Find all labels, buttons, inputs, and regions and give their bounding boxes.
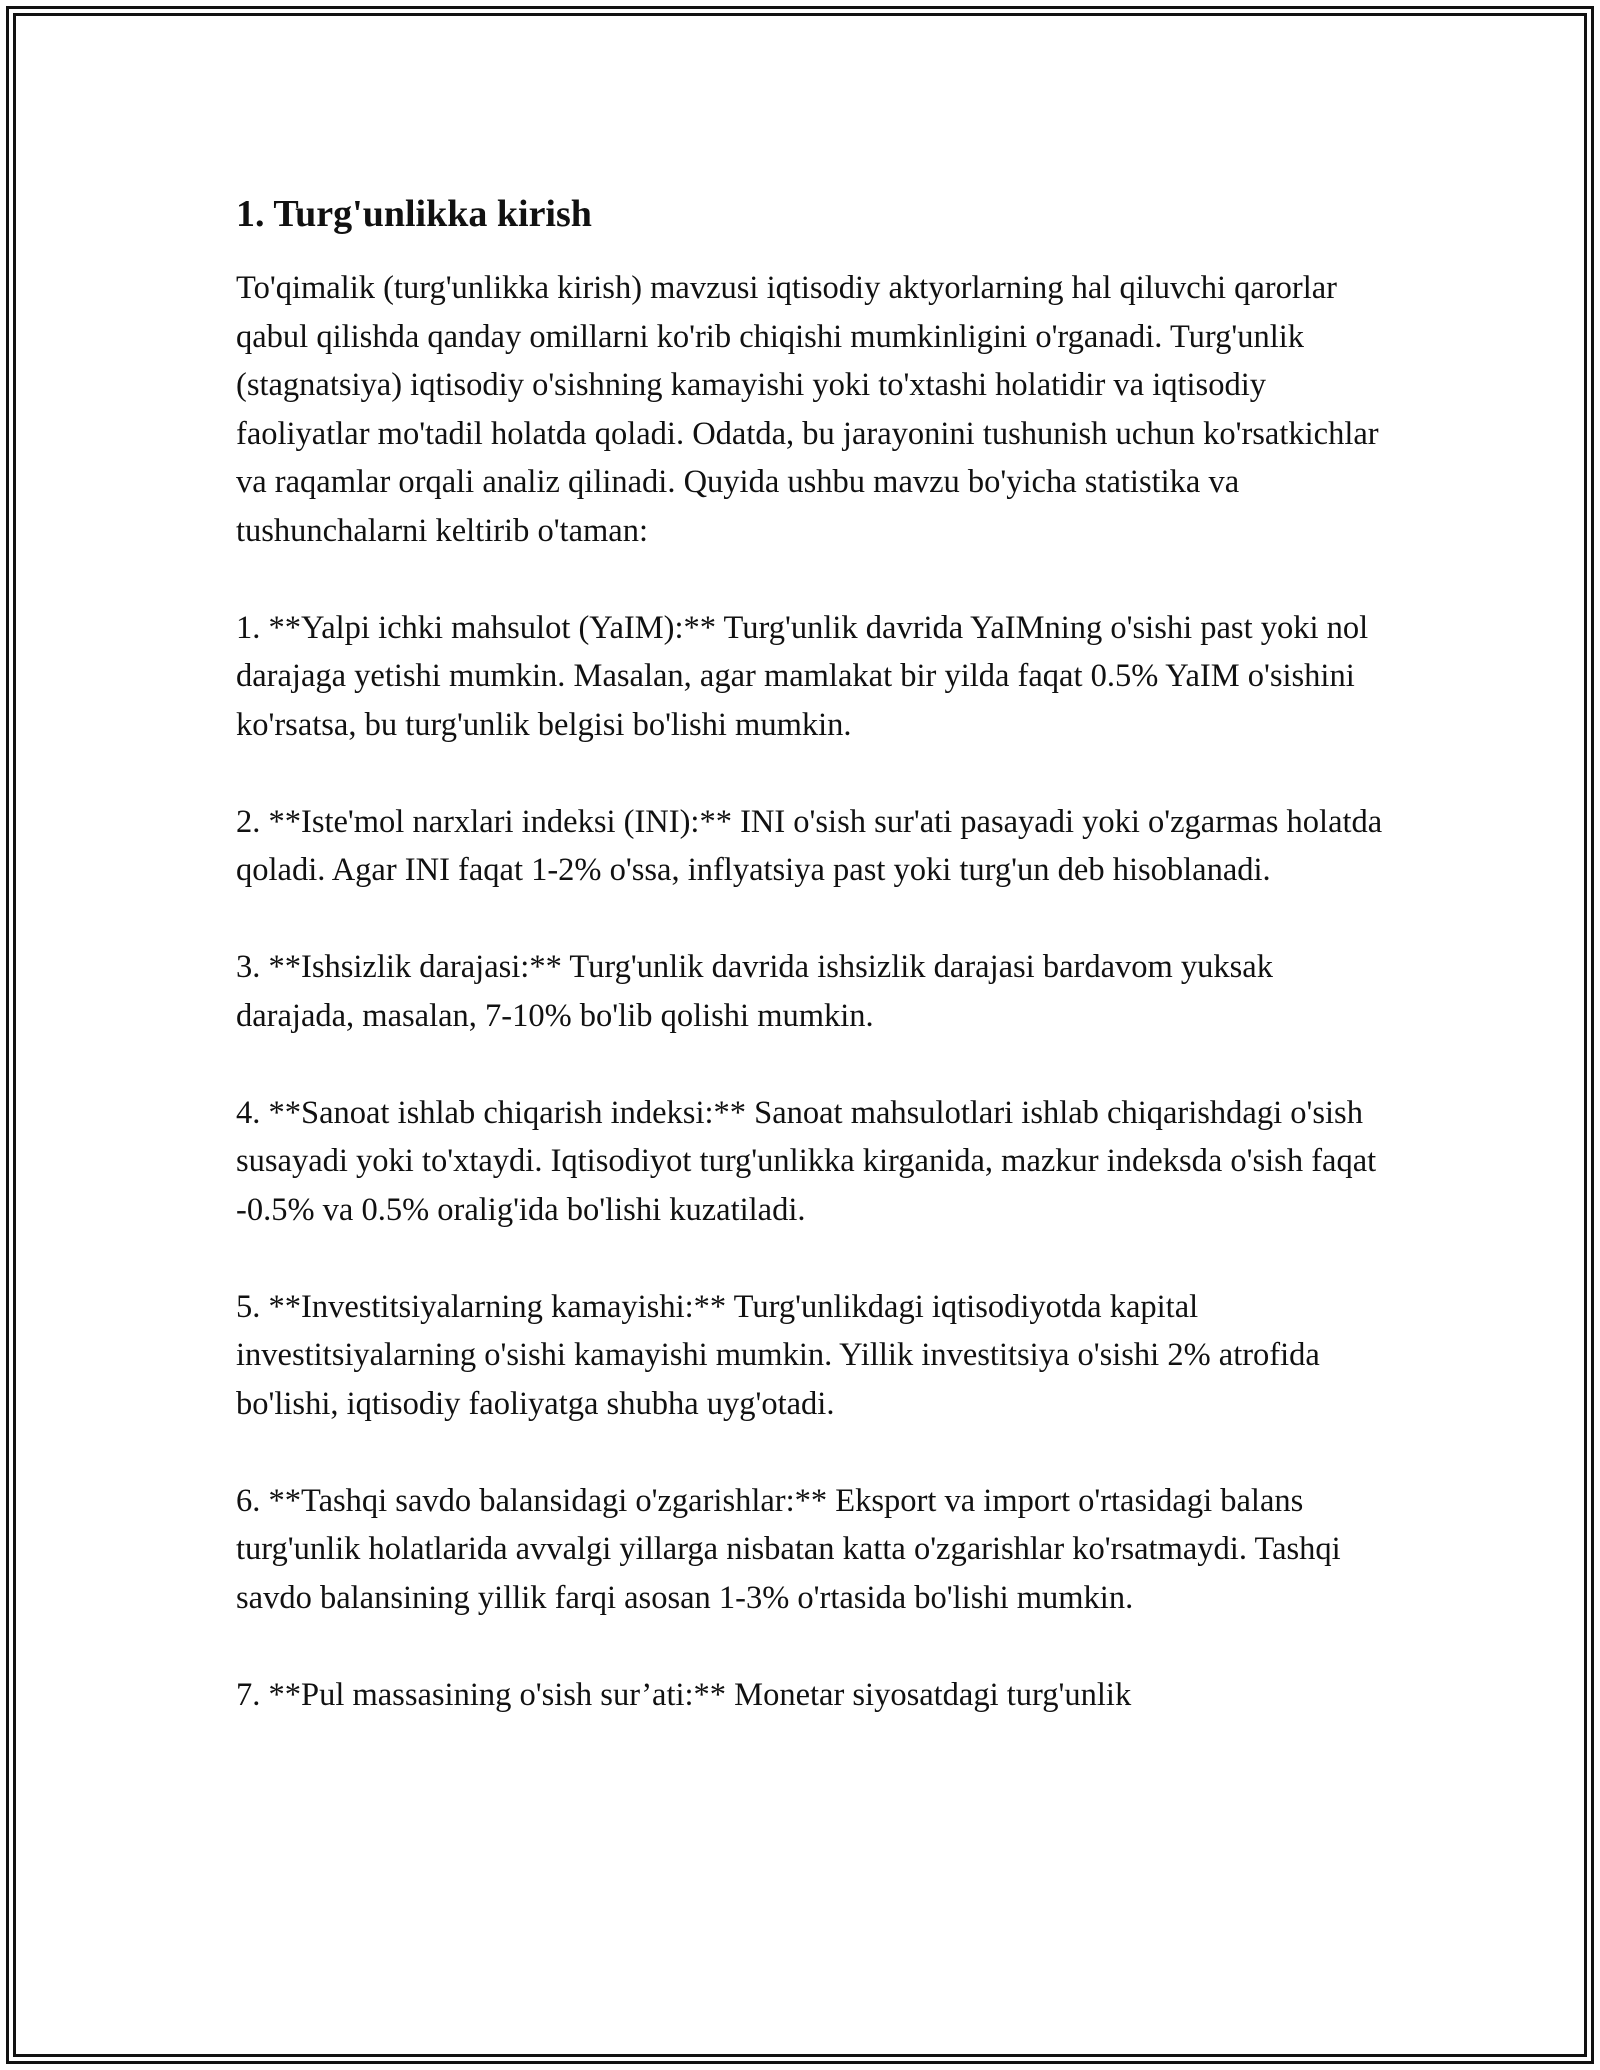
list-item-industrial-production: 4. **Sanoat ishlab chiqarish indeksi:** Sanoat mahsulotlari ishlab chiqarishdagi o'sish susayadi yoki to'xtaydi. Iqtisodiyot turg'unlikka kirganida, mazkur indeksda o'sish faqat -0.5% va 0.5% oralig'ida bo'lishi kuzatiladi. <box>236 1094 1377 1228</box>
document-body <box>236 186 1386 1768</box>
list-item-money-supply: 7. **Pul massasining o'sish sur’ati:** Monetar siyosatdagi turg'unlik <box>236 1676 1132 1713</box>
list-item-gdp: 1. **Yalpi ichki mahsulot (YaIM):** Turg'unlik davrida YaIMning o'sishi past yoki nol darajaga yetishi mumkin. Masalan, agar mamlakat bir yilda faqat 0.5% YaIM o'sishini ko'rsatsa, bu turg'unlik belgisi bo'lishi mumkin. <box>236 609 1369 743</box>
list-item-investment: 5. **Investitsiyalarning kamayishi:** Turg'unlikdagi iqtisodiyotda kapital investitsiyalarning o'sishi kamayishi mumkin. Yillik investitsiya o'sishi 2% atrofida bo'lishi, iqtisodiy faoliyatga shubha uyg'otadi. <box>236 1288 1320 1422</box>
intro-paragraph: To'qimalik (turg'unlikka kirish) mavzusi iqtisodiy aktyorlarning hal qiluvchi qarorlar qabul qilishda qanday omillarni ko'rib chiqishi mumkinligini o'rganadi. Turg'unlik (stagnatsiya) iqtisodiy o'sishning kamayishi yoki to'xtashi holatidir va iqtisodiy faoliyatlar mo'tadil holatda qoladi. Odatda, bu jarayonini tushunish uchun ko'rsatkichlar va raqamlar orqali analiz qilinadi. Quyida ushbu mavzu bo'yicha statistika va tushunchalarni keltirib o'taman: <box>236 270 1379 549</box>
list-item-unemployment: 3. **Ishsizlik darajasi:** Turg'unlik davrida ishsizlik darajasi bardavom yuksak darajada, masalan, 7-10% bo'lib qolishi mumkin. <box>236 949 1273 1034</box>
list-item-trade-balance: 6. **Tashqi savdo balansidagi o'zgarishlar:** Eksport va import o'rtasidagi balans turg'unlik holatlarida avvalgi yillarga nisbatan katta o'zgarishlar ko'rsatmaydi. Tashqi savdo balansining yillik farqi asosan 1-3% o'rtasida bo'lishi mumkin. <box>236 1482 1341 1616</box>
list-item-cpi: 2. **Iste'mol narxlari indeksi (INI):** INI o'sish sur'ati pasayadi yoki o'zgarmas holatda qoladi. Agar INI faqat 1-2% o'ssa, inflyatsiya past yoki turg'un deb hisoblanadi. <box>236 803 1383 888</box>
section-heading: 1. Turg'unlikka kirish <box>236 193 592 235</box>
